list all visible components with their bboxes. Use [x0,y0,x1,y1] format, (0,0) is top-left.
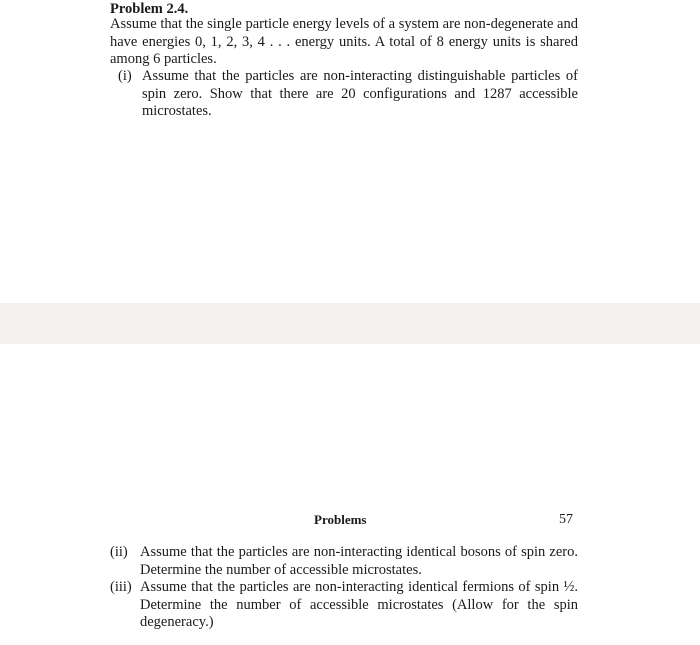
page-gap-band [0,303,700,344]
running-head: Problems [314,512,367,527]
problem-heading: Problem 2.4. [110,1,189,17]
problem-intro: Assume that the single particle energy levels of a system are non-degenerate and have energies 0, 1, 2, 3, 4 . . . energy units. A total of 8 energy units is shared among 6 particles. [110,16,578,67]
part-iii-text: Assume that the particles are non-interacting identical fermions of spin ½. Determine the number of accessible microstates (Allow for the spin degeneracy.) [140,579,578,630]
part-i-text: Assume that the particles are non-interacting distinguishable particles of spin zero. Show that there are 20 configurations and 1287 accessible microstates. [142,68,578,119]
part-ii-text: Assume that the particles are non-interacting identical bosons of spin zero. Determine the number of accessible microstates. [140,544,578,578]
part-i-label: (i) [118,68,132,84]
page-number: 57 [559,512,573,527]
part-iii-label: (iii) [110,579,132,595]
part-ii-label: (ii) [110,544,128,560]
upper-page-region [0,0,700,303]
